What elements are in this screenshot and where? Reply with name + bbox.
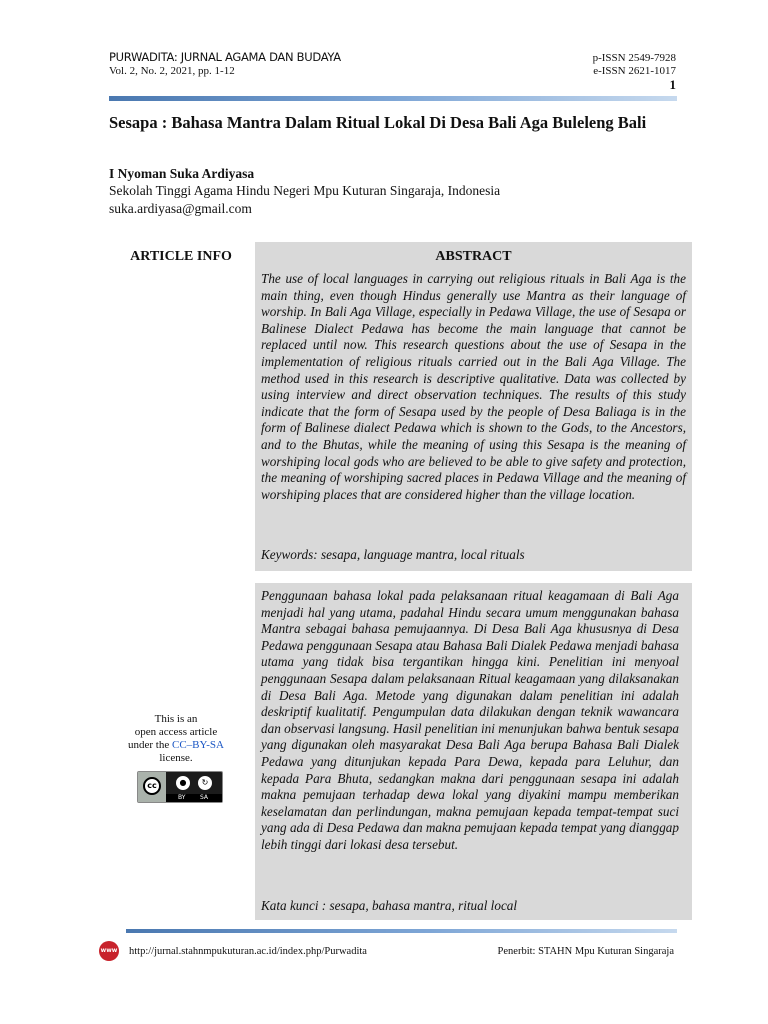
footer-publisher: Penerbit: STAHN Mpu Kuturan Singaraja bbox=[497, 946, 674, 957]
license-line-3 bbox=[109, 739, 243, 752]
author-email: suka.ardiyasa@gmail.com bbox=[109, 201, 252, 216]
cc-badge-bar bbox=[166, 794, 222, 802]
article-info-heading: ARTICLE INFO bbox=[130, 249, 232, 264]
journal-volume: Vol. 2, No. 2, 2021, pp. 1-12 bbox=[109, 65, 235, 77]
abstrak-text: Penggunaan bahasa lokal pada pelaksanaan ritual keagamaan di Bali Aga menjadi hal yang utama, padahal Hindu secara umum menggunakan bahasa Mantra sebagai bahasa pemujaannya. Di Desa Bali Aga khususnya di Desa Pedawa penggunaan Sesapa atau Bahasa Bali Dialek Pedawa menjadi bahasa utama yang tidak bisa tergantikan hingga kini. Penelitian ini menyoal penggunaan Sesapa dalam pelaksanaan Ritual keagamaan yang dilaksanakan di Desa Bali Aga. Metode yang digunakan dalam penelitian ini adalah deskriptif kualitatif. Pengumpulan data dilakukan dengan teknik wawancara dan observasi langsung. Hasil penelitian ini menunjukan bahwa bentuk sesapa yang digunakan oleh masyarakat Desa Bali Aga berupa Bahasa Bali Dialek Pedawa yang ditunjukan kepada Para Dewa, kepada para Leluhur, dan kepada Para Bhuta, sedangkan makna dari penggunaan sesapa ini adalah makna pemujaan terhadap dewa lokal yang diyakini mampu memberikan keselamatan dan perlindungan, makna pemujaan kepada tempat-tempat suci yang ada di Desa Pedawa dan makna pemujaan kepada tempat yang dianggap lebih tinggi dari lokasi desa tersebut. bbox=[261, 588, 679, 852]
badge-by-label: BY bbox=[178, 794, 186, 801]
license-note bbox=[109, 713, 243, 765]
author-affiliation: Sekolah Tinggi Agama Hindu Negeri Mpu Kuturan Singaraja, Indonesia bbox=[109, 183, 501, 198]
p-issn: p-ISSN 2549-7928 bbox=[592, 52, 676, 64]
footer-url[interactable]: http://jurnal.stahnmpukuturan.ac.id/index.php/Purwadita bbox=[129, 946, 367, 957]
journal-name: PURWADITA: JURNAL AGAMA DAN BUDAYA bbox=[109, 50, 341, 64]
abstract-keywords: Keywords: sesapa, language mantra, local rituals bbox=[261, 547, 525, 562]
abstrak-keywords: Kata kunci : sesapa, bahasa mantra, ritual local bbox=[261, 898, 518, 913]
license-line-4: license. bbox=[159, 752, 193, 764]
author-name: I Nyoman Suka Ardiyasa bbox=[109, 166, 255, 181]
abstract-heading: ABSTRACT bbox=[435, 249, 512, 264]
license-link[interactable]: CC–BY-SA bbox=[172, 739, 224, 751]
cc-by-sa-badge[interactable] bbox=[137, 771, 223, 803]
header-divider bbox=[109, 96, 677, 101]
license-line-3-prefix: under the bbox=[128, 739, 172, 751]
e-issn: e-ISSN 2621-1017 bbox=[593, 65, 676, 77]
badge-sa-label: SA bbox=[200, 794, 209, 801]
page-number: 1 bbox=[669, 77, 676, 92]
share-alike-icon: ↻ bbox=[198, 776, 212, 790]
abstract-text: The use of local languages in carrying out religious rituals in Bali Aga is the main thing, even though Hindus generally use Mantra as their language of worship. In Bali Aga Village, especially in Pedawa Village, the use of Sesapa or Balinese Dialect Pedawa has become the main language that cannot be replaced until now. This research questions about the use of Sesapa in the implementation of religious rituals carried out in the Bali Aga Village. The method used in this research is descriptive qualitative. Data was collected by using interview and direct observation techniques. The results of this study indicate that the form of Sesapa used by the people of Desa Baliaga is in the form of Balinese dialect Pedawa which is shown to the Gods, to the Ancestors, and to the Bhutas, while the meaning of using this Sesapa is the meaning of worshiping local gods who are believed to be able to give safety and protection, the meaning of worshiping sacred places in Pedawa Village and the meaning of worshiping places that are considered higher than the village location. bbox=[261, 271, 686, 502]
creative-commons-icon: cc bbox=[143, 777, 161, 795]
footer-divider bbox=[126, 929, 677, 933]
www-globe-icon: www bbox=[99, 941, 119, 961]
license-line-2: open access article bbox=[134, 726, 218, 738]
article-title: Sesapa : Bahasa Mantra Dalam Ritual Lokal Di Desa Bali Aga Buleleng Bali bbox=[109, 113, 647, 132]
attribution-icon: ● bbox=[176, 776, 190, 790]
license-line-1: This is an bbox=[154, 713, 198, 725]
